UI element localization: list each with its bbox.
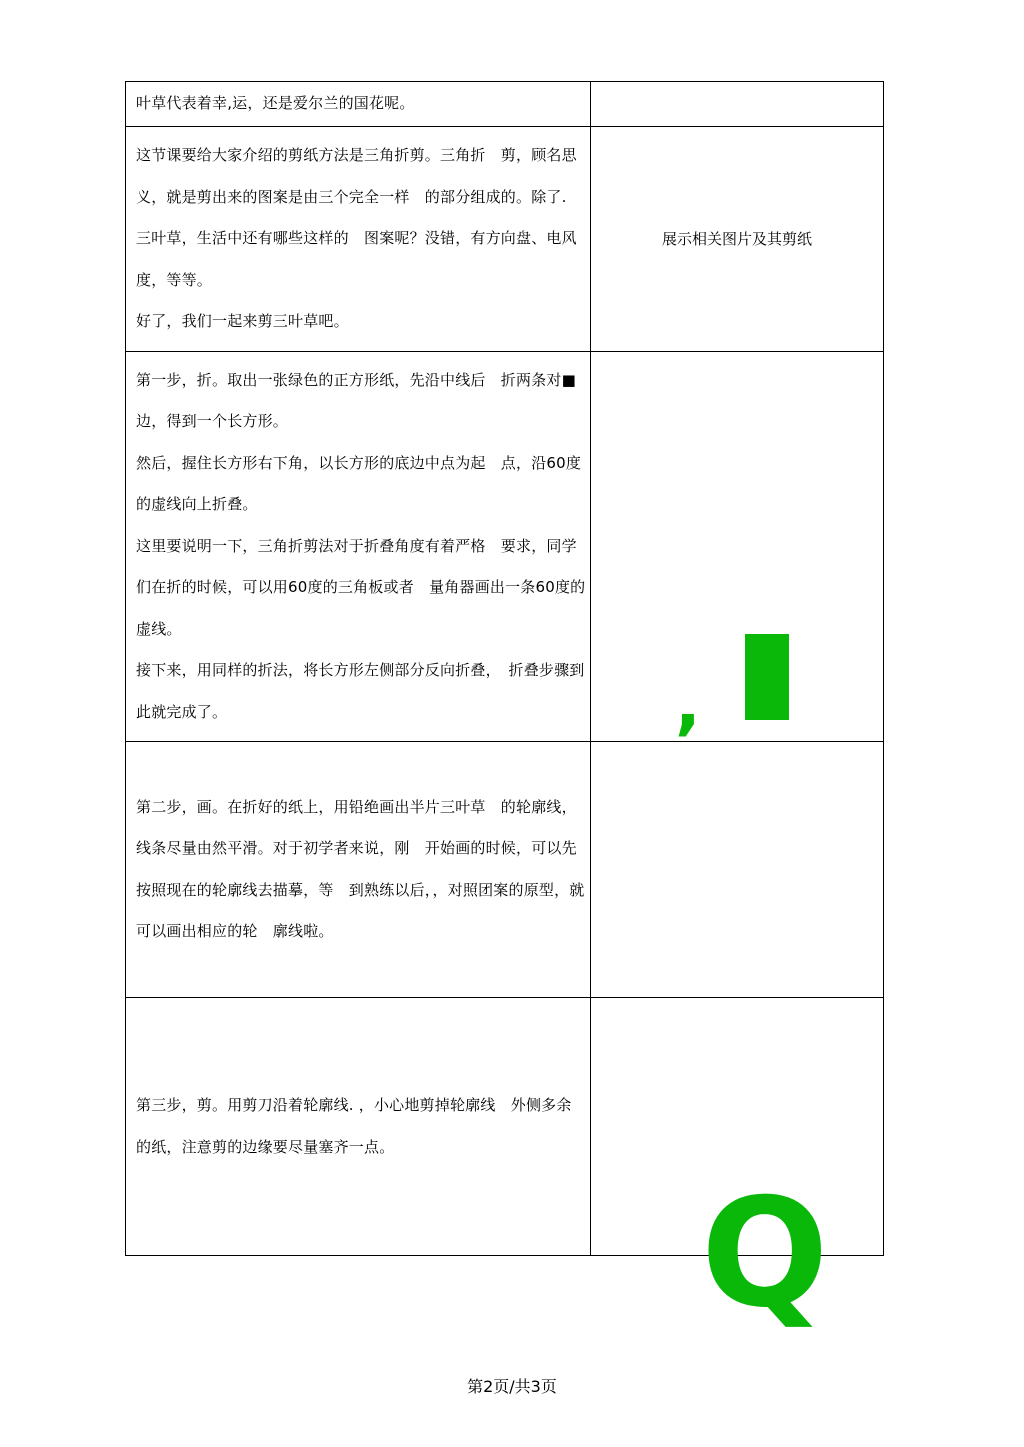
- image-cell: [591, 351, 884, 745]
- table-row: [126, 742, 884, 998]
- table-row: [126, 82, 884, 127]
- cell-text: 叶草代表着幸,运，还是爱尔兰的国花呢。: [136, 94, 415, 113]
- empty-cell: [591, 742, 884, 998]
- cell-paragraph: 这里要说明一下，三角折剪法对于折叠角度有着严格 要求，同学们在折的时候，可以用60度的三角板或者 量角器画出一条60度的虚线。: [136, 536, 586, 638]
- green-comma-glyph: ,: [675, 665, 701, 745]
- table-row: [126, 998, 884, 1256]
- empty-cell: [591, 82, 884, 127]
- text-cell: [126, 998, 591, 1256]
- cell-paragraph: 这节课要给大家介绍的剪纸方法是三角折剪。三角折 剪，顾名思义，就是剪出来的图案是由三个完全一样 的部分组成的。除了. 三叶草，生活中还有哪些这样的 图案呢？没错，有方向盘、电风度，等等。: [136, 146, 577, 289]
- cell-paragraph: 好了，我们一起来剪三叶草吧。: [136, 312, 349, 330]
- text-cell: [126, 82, 591, 127]
- green-q-glyph: Q: [701, 1166, 829, 1341]
- lesson-table: [125, 81, 884, 1341]
- table-row: [126, 351, 884, 742]
- cell-paragraph: 第一步，折。取出一张绿色的正方形纸，先沿中线后 折两条对■边，得到一个长方形。: [136, 370, 576, 430]
- green-bar-shape: [745, 634, 789, 720]
- text-cell: [126, 127, 591, 352]
- table-row: [126, 127, 884, 352]
- text-cell: [126, 742, 591, 998]
- cell-paragraph: 接下来，用同样的折法，将长方形左侧部分反向折叠， 折叠步骤到此就完成了。: [136, 661, 585, 721]
- image-cell: [591, 998, 884, 1341]
- cell-text: 第三步，剪。用剪刀沿着轮廓线. ，小心地剪掉轮廓线 外侧多余的纸，注意剪的边缘要尽量塞齐一点。: [136, 1096, 572, 1156]
- page-number: 第2页/共3页: [467, 1377, 557, 1396]
- note-text: 展示相关图片及其剪纸: [661, 230, 812, 249]
- text-cell: [126, 351, 591, 742]
- cell-paragraph: 然后，握住长方形右下角，以长方形的底边中点为起 点，沿60度的虚线向上折叠。: [136, 453, 582, 513]
- note-cell: [591, 127, 884, 352]
- cell-text: 第二步，画。在折好的纸上，用铅绝画出半片三叶草 的轮廓线，线条尽量由然平滑。对于初学者来说，刚 开始画的时候，可以先按照现在的轮廓线去描摹，等 到熟练以后，，对照团案的原型，就可以画出相应的轮 廓线啦。: [136, 797, 585, 940]
